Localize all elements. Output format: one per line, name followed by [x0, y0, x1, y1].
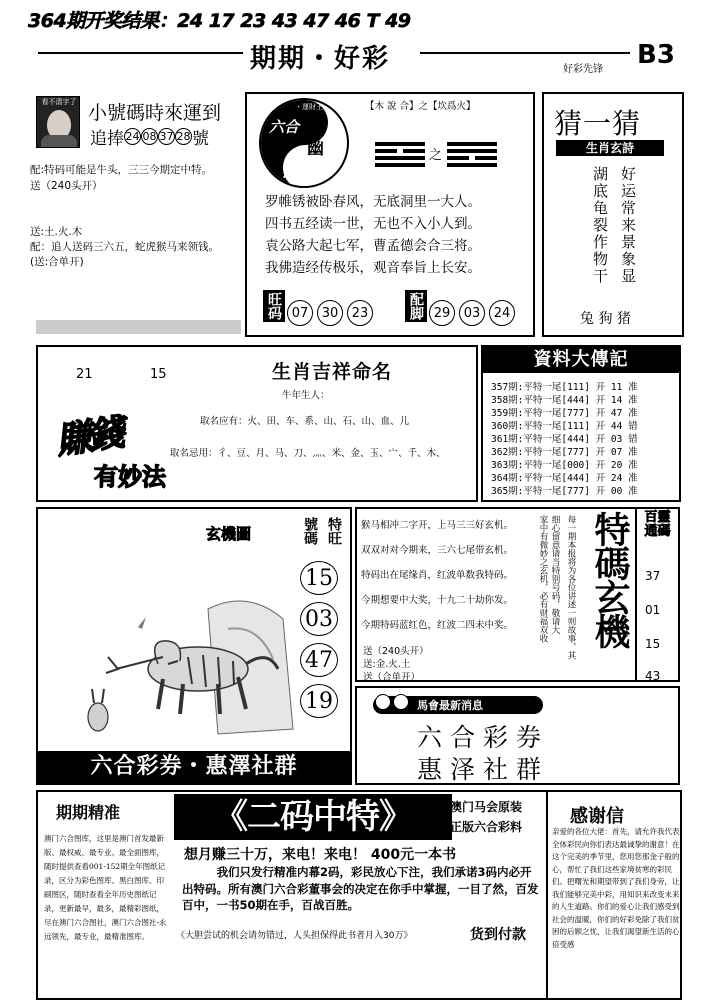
warning-line: 《大胆尝试的机会请勿错过，人头担保得此书者月入30万》: [176, 931, 413, 941]
logo-word: 幽: [307, 139, 324, 159]
chase-prefix: 追捧: [90, 129, 124, 149]
money-art-bottom: 有妙法: [94, 463, 166, 491]
bailing-number: 37: [645, 569, 661, 583]
records-title: 資料大傳記: [483, 347, 679, 373]
right-divider: [546, 792, 548, 998]
right-title: 感谢信: [570, 806, 624, 827]
record-row: 365期:平特一尾[777] 开 00 准: [491, 486, 638, 497]
wang-label: 旺码: [263, 290, 285, 322]
pei-numbers: [429, 300, 515, 326]
wang-numbers: [287, 300, 373, 326]
xuanji-number: 15: [300, 561, 338, 595]
riddle-send: 送:金.火.土: [363, 659, 411, 670]
record-row: 358期:平特一尾[444] 开 14 准: [491, 395, 638, 406]
logo-top: ・運財王子・: [295, 103, 337, 111]
humor-logo: [259, 98, 349, 188]
money-art-top: 賺錢: [53, 411, 123, 463]
pei-label: 配脚: [405, 290, 427, 322]
xuanji-numbers: [300, 561, 338, 718]
number-b: 15: [150, 367, 167, 382]
riddle-lines: [361, 513, 513, 638]
left-top-panel: [28, 92, 243, 337]
headline: 小號碼時來運到: [88, 102, 222, 124]
riddle-line: 今期特码蓝红色，红波二四未中奖。: [361, 620, 514, 631]
record-row: 359期:平特一尾[777] 开 47 准: [491, 408, 638, 419]
hexagram-connector: 之: [429, 148, 443, 163]
tag-line: 正版六合彩料: [450, 820, 523, 834]
news-line: 惠泽社群: [417, 755, 550, 784]
result-line: 364期开奖结果：24 17 23 43 47 46 T 49: [28, 10, 411, 32]
record-row: 362期:平特一尾[777] 开 07 准: [491, 447, 638, 458]
bailing-number: 01: [645, 603, 661, 617]
poem-panel: [245, 92, 535, 337]
header-rule-left: [38, 52, 243, 54]
news-panel: [355, 686, 680, 785]
riddle-line: 双双对对今期来，三六七尾带玄机。: [361, 545, 514, 556]
poem-line: 袁公路大起七军，曹孟德会合三将。: [265, 238, 481, 254]
riddle-vertical: 细心留意请当特别号码，敬请大: [550, 515, 560, 634]
tag-line: 澳门马会原装: [450, 800, 523, 814]
xuanji-panel: [36, 507, 352, 785]
chase-number: 37: [159, 130, 174, 143]
header-rule-right: [420, 52, 630, 54]
news-label: 馬會最新消息: [417, 699, 483, 712]
pei-number: 03: [459, 300, 485, 326]
guess-subtitle: 生肖玄詩: [556, 140, 664, 156]
records-panel: [481, 345, 681, 502]
xuanji-label: 玄機圖: [206, 525, 252, 543]
poem-line: 四书五经读一世，无也不入小人到。: [265, 216, 481, 232]
poem-line: 我佛造经传极乐，观音奉旨上长安。: [265, 260, 481, 276]
note-line: (送:合单开): [30, 256, 84, 268]
poem-title: 【木 說 合】之【坎爲火】: [365, 101, 476, 112]
bailing-number: 43: [645, 669, 661, 683]
guess-column: 好运常来景象显: [619, 166, 637, 285]
xuanji-col-b: 號碼: [302, 517, 318, 545]
guess-panel: [542, 92, 684, 337]
chase-line: [90, 124, 209, 149]
riddle-send: 送（240头开）: [363, 646, 429, 657]
chase-number: 24: [125, 130, 140, 143]
page-title: 期期・好彩: [250, 44, 391, 74]
riddle-line: 特码出在尾缘肖，红波单数我特码。: [361, 570, 514, 581]
records-list: [491, 381, 638, 498]
chase-number: 28: [176, 130, 191, 143]
left-title: 期期精准: [56, 803, 121, 822]
riddle-line: 今期想要中大奖，十九二十劫你发。: [361, 595, 514, 606]
naming-title: 生肖吉祥命名: [272, 361, 393, 383]
record-row: 363期:平特一尾[000] 开 20 准: [491, 460, 638, 471]
left-text: 澳门六合图库，这里是澳门首发最新版、最权威、最专业、最全面图库，随时提供查看001-152期全年图纸记录，区分为彩色图库、黑白图库、印刷图区，随时查看全年历史图纸记录，更新最早，最多，最精彩图纸，尽在澳门六合图社，澳门六合图社-永远领先，最专业，最精准图库。: [44, 834, 167, 941]
hexagram-right: [447, 142, 497, 167]
pei-number: 24: [489, 300, 515, 326]
pei-number: 29: [429, 300, 455, 326]
chase-number: 08: [142, 130, 157, 143]
record-row: 364期:平特一尾[444] 开 24 准: [491, 473, 638, 484]
guess-column: 湖底龟裂作物干: [591, 166, 609, 285]
bailing-title: 百靈通碼: [644, 510, 671, 539]
page-code: B3: [637, 40, 675, 70]
cod-line: 货到付款: [470, 927, 526, 943]
right-text: 亲爱的各位大佬：首先，请允许我代表全体彩民向你们表达最诚挚的谢意！在这个完美的季节里，您用您那金子般的心，帮忙了我们这些家境贫寒的彩民们。把曙光和期望带到了我们身旁，让我们能够完美中彩，用知识来改变未来的人生道路。你们的爱心让我们感受到社会的温暖，你们的好彩免除了我们贫困的后顾之忧，让我们渴望新生活的心倍受感: [552, 827, 680, 949]
logo-word: 六合: [269, 118, 300, 136]
xuanji-banner: 六合彩券・惠澤社群: [38, 751, 350, 783]
xuanji-number: 03: [300, 602, 338, 636]
lottery-balls-icon: [375, 694, 409, 710]
riddle-send: 送（合单开）: [363, 672, 421, 683]
note-line: 送:土.火.木: [30, 226, 83, 238]
avatar-caption: 看不清字了: [41, 98, 77, 106]
note-line: 配：追人送码三六五，蛇虎猴马来领钱。: [30, 241, 219, 253]
bailing-number: 15: [645, 637, 661, 651]
note-line: 配:特码可能是牛头，三三今期定中特。: [30, 164, 213, 176]
bottom-panel: [36, 790, 682, 1000]
wang-number: 07: [287, 300, 313, 326]
slogan: 好彩先锋: [563, 64, 603, 75]
xuanji-number: 19: [300, 684, 338, 718]
tiger-illustration: [68, 569, 298, 749]
hexagram-left: [375, 142, 425, 167]
naming-sub: 牛年生人：: [282, 390, 330, 401]
xuanji-number: 47: [300, 643, 338, 677]
promo-line: 想月赚三十万，来电！来电！ 400元一本书: [184, 847, 457, 863]
riddle-vertical: 每一期本报将为各位讲述一则故事，其: [566, 515, 576, 660]
gray-bar: [36, 320, 241, 334]
avatar: [36, 96, 80, 148]
bailing-panel: [635, 507, 680, 682]
big-title: 《二码中特》: [174, 794, 452, 840]
wang-number: 30: [317, 300, 343, 326]
note-line: 送（240头开）: [30, 180, 103, 192]
guess-title: 猜一猜: [554, 107, 642, 140]
naming-line: 取名应有：火、田、车、系、山、石、山、血、儿: [200, 416, 410, 427]
chase-suffix: 號: [192, 129, 209, 149]
xuanji-col-a: 特旺: [326, 517, 342, 545]
record-row: 357期:平特一尾[111] 开 11 准: [491, 382, 638, 393]
number-a: 21: [76, 367, 93, 382]
riddle-panel: [355, 507, 680, 682]
record-row: 360期:平特一尾[111] 开 44 错: [491, 421, 638, 432]
poem-line: 罗帷锈被卧春风，无底洞里一大人。: [265, 194, 481, 210]
naming-line: 取名忌用：彳、豆、月、马、刀、灬、米、金、玉、宀、千、木、: [170, 448, 446, 459]
promo-body: 我们只发行精准内幕2码，彩民放心下注，我们承诺3码内必开出特码。所有澳门六合彩董事会的决定在你手中掌握，一目了然，百发百中，一书50期在手，百战百胜。: [182, 865, 539, 912]
news-line: 六合彩券: [417, 723, 550, 752]
record-row: 361期:平特一尾[444] 开 03 错: [491, 434, 638, 445]
riddle-big-title: 特碼玄機: [589, 511, 630, 647]
logo-word: 默: [283, 161, 300, 181]
money-art: [50, 409, 190, 493]
guess-answer: 兔 狗 猪: [580, 311, 631, 327]
naming-panel: [36, 345, 478, 502]
riddle-line: 猴马相冲二字开，上马三三好玄机。: [361, 520, 514, 531]
wang-number: 23: [347, 300, 373, 326]
riddle-vertical: 家中有微妙之玄机，必有财福双收: [538, 515, 548, 643]
